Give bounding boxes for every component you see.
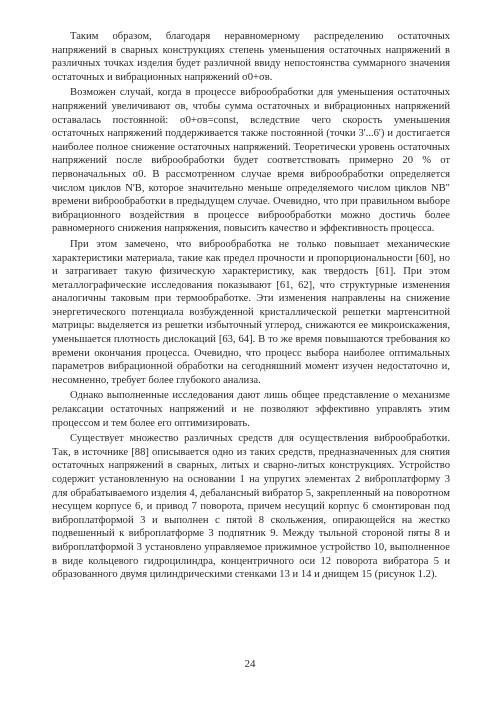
page-body <box>52 30 450 584</box>
paragraph-3: При этом замечено, что виброобработка не только повышает механические характеристики материала, такие как предел прочности и пропорциональности [60], но и затрагивает такую физическую характеристику, как твердость [61]. При этом металлографические исследования показывают [61, 62], что структурные изменения аналогичны таковым при термообработке. Эти изменения направлены на снижение энергетического потенциала возбужденной кристаллической решетки мартенситной матрицы: выделяется из решетки избыточный углерод, снижаются ее микроискажения, уменьшается плотность дислокаций [63, 64]. В то же время повышаются требования ко времени окончания процесса. Очевидно, что процесс выбора наиболее оптимальных параметров вибрационной обработки на сегодняшний момент изучен недостаточно и, несомненно, требует более глубокого анализа. <box>52 238 450 386</box>
paragraph-4: Однако выполненные исследования дают лишь общее представление о механизме релаксации остаточных напряжений и не позволяют эффективно управлять этим процессом и тем более его оптимизировать. <box>52 390 450 429</box>
paragraph-2: Возможен случай, когда в процессе виброобработки для уменьшения остаточных напряжений увеличивают σв, чтобы сумма остаточных и вибрационных напряжений оставалась постоянной: σ0+σв=const, вследствие чего скорость уменьшения остаточных напряжений поддерживается также постоянной (точки 3'...6') и достигается наиболее полное снижение остаточных напряжений. Теоретически уровень остаточных напряжений после виброобработки будет соответствовать примерно 20 % от первоначальных σ0. В рассмотренном случае время виброобработки определяется числом циклов N'В, которое значительно меньше определяемого числом циклов NВ" времени виброобработки в предыдущем случае. Очевидно, что при правильном выборе вибрационного воздействия в процессе виброобработки можно достичь более равномерного снижения напряжения, повысить качество и эффективность процесса. <box>52 87 450 235</box>
paragraph-1: Таким образом, благодаря неравномерному распределению остаточных напряжений в сварных конструкциях степень уменьшения остаточных напряжений в различных точках изделия будет различной ввиду непостоянства суммарного значения остаточных и вибрационных напряжений σ0+σв. <box>52 31 450 83</box>
page-number: 24 <box>244 658 256 670</box>
paragraph-5: Существует множество различных средств для осуществления виброобработки. Так, в источнике [88] описывается одно из таких средств, предназначенных для снятия остаточных напряжений в сварных, литых и сварно-литых конструкциях. Устройство содержит установленную на основании 1 на упругих элементах 2 виброплатформу 3 для обрабатываемого изделия 4, дебалансный вибратор 5, закрепленный на поворотном несущем корпусе 6, и привод 7 поворота, причем несущий корпус 6 смонтирован под виброплатформой 3 и выполнен с пятой 8 скольжения, опирающейся на жестко подвешенный к виброплатформе 3 подпятник 9. Между тыльной стороной пяты 8 и виброплатформой 3 установлено управляемое прижимное устройство 10, выполненное в виде кольцевого гидроцилиндра, концентричного оси 12 поворота вибратора 5 и образованного двумя цилиндрическими стенками 13 и 14 и днищем 15 (рисунок 1.2). <box>52 433 450 581</box>
